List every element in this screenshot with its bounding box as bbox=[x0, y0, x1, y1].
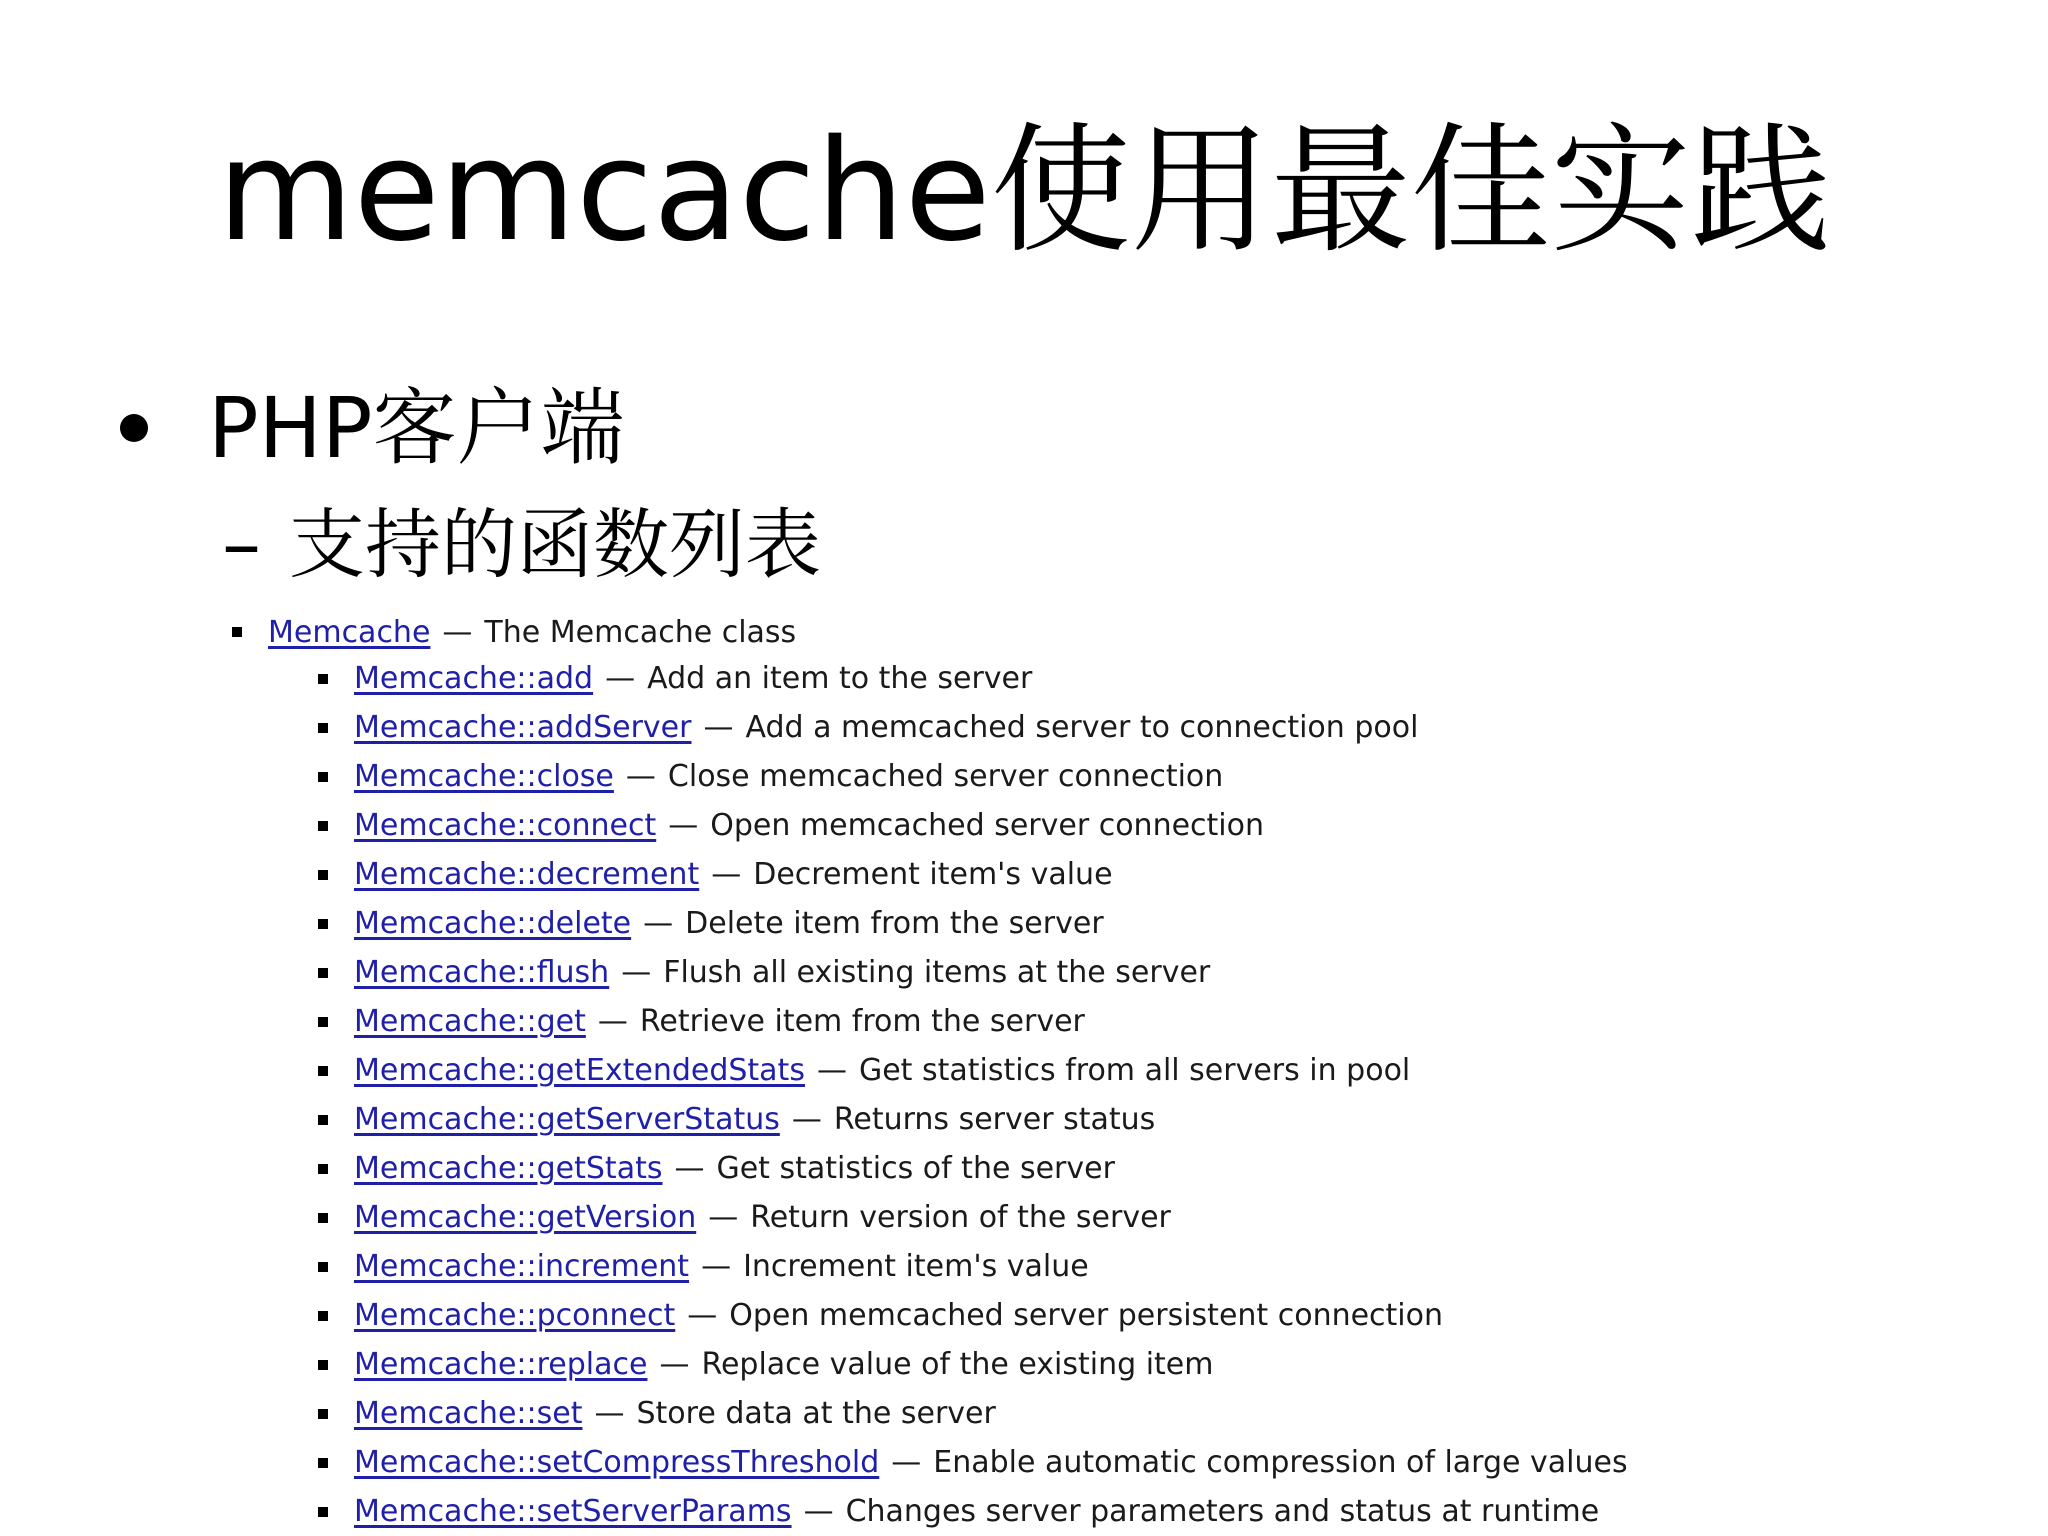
method-link[interactable]: Memcache::close bbox=[354, 759, 614, 794]
method-description: Flush all existing items at the server bbox=[663, 955, 1211, 990]
square-bullet-icon bbox=[318, 674, 328, 684]
method-link[interactable]: Memcache::connect bbox=[354, 808, 657, 843]
method-list-item bbox=[318, 1242, 1628, 1291]
method-list bbox=[318, 654, 1628, 1536]
separator: — bbox=[891, 1445, 922, 1480]
method-description: Increment item's value bbox=[743, 1249, 1089, 1284]
method-description: Return version of the server bbox=[750, 1200, 1171, 1235]
bullet-php-client bbox=[120, 378, 624, 478]
method-description: Store data at the server bbox=[636, 1396, 996, 1431]
method-list-item bbox=[318, 1340, 1628, 1389]
method-list-item bbox=[318, 752, 1628, 801]
square-bullet-icon bbox=[318, 1017, 328, 1027]
square-bullet-icon bbox=[318, 1115, 328, 1125]
square-bullet-icon bbox=[318, 1360, 328, 1370]
method-link[interactable]: Memcache::increment bbox=[354, 1249, 690, 1284]
method-list-item bbox=[318, 899, 1628, 948]
square-bullet-icon bbox=[318, 1164, 328, 1174]
method-description: Changes server parameters and status at runtime bbox=[845, 1494, 1600, 1529]
sub-bullet-text: 支持的函数列表 bbox=[289, 500, 821, 589]
method-list-item bbox=[318, 1144, 1628, 1193]
method-link[interactable]: Memcache::getServerStatus bbox=[354, 1102, 780, 1137]
method-link[interactable]: Memcache::getStats bbox=[354, 1151, 663, 1186]
method-description: Open memcached server persistent connection bbox=[729, 1298, 1444, 1333]
separator: — bbox=[803, 1494, 834, 1529]
separator: — bbox=[597, 1004, 628, 1039]
method-description: Close memcached server connection bbox=[667, 759, 1224, 794]
method-list-item bbox=[318, 1046, 1628, 1095]
method-link[interactable]: Memcache::getExtendedStats bbox=[354, 1053, 805, 1088]
slide-title: memcache使用最佳实践 bbox=[217, 110, 1831, 273]
separator: — bbox=[643, 906, 674, 941]
bullet-text: PHP客户端 bbox=[208, 379, 625, 477]
method-list-item bbox=[318, 654, 1628, 703]
square-bullet-icon bbox=[318, 1262, 328, 1272]
square-bullet-icon bbox=[318, 723, 328, 733]
function-list bbox=[232, 610, 1628, 1529]
separator: — bbox=[711, 857, 742, 892]
separator: — bbox=[668, 808, 699, 843]
method-link[interactable]: Memcache::addServer bbox=[354, 710, 692, 745]
method-list-item bbox=[318, 1095, 1628, 1144]
method-description: Decrement item's value bbox=[753, 857, 1113, 892]
method-list-item bbox=[318, 1438, 1628, 1487]
method-link[interactable]: Memcache::add bbox=[354, 661, 594, 696]
method-description: Returns server status bbox=[833, 1102, 1156, 1137]
square-bullet-icon bbox=[318, 1458, 328, 1468]
separator: — bbox=[674, 1151, 705, 1186]
separator: — bbox=[708, 1200, 739, 1235]
method-list-item bbox=[318, 1389, 1628, 1438]
method-link[interactable]: Memcache::decrement bbox=[354, 857, 700, 892]
separator: — bbox=[442, 614, 473, 650]
method-link[interactable]: Memcache::pconnect bbox=[354, 1298, 676, 1333]
separator: — bbox=[701, 1249, 732, 1284]
method-description: Get statistics of the server bbox=[716, 1151, 1115, 1186]
method-link[interactable]: Memcache::delete bbox=[354, 906, 632, 941]
method-list-item bbox=[318, 850, 1628, 899]
separator: — bbox=[816, 1053, 847, 1088]
sub-bullet-function-list bbox=[222, 495, 821, 595]
square-bullet-icon bbox=[318, 1213, 328, 1223]
method-description: Add an item to the server bbox=[647, 661, 1033, 696]
square-bullet-icon bbox=[318, 821, 328, 831]
dash-icon: – bbox=[222, 500, 261, 590]
square-bullet-icon bbox=[318, 1311, 328, 1321]
method-description: Add a memcached server to connection pool bbox=[745, 710, 1419, 745]
separator: — bbox=[594, 1396, 625, 1431]
bullet-dot-icon bbox=[120, 414, 148, 442]
separator: — bbox=[659, 1347, 690, 1382]
square-bullet-icon bbox=[318, 1409, 328, 1419]
separator: — bbox=[605, 661, 636, 696]
method-description: Get statistics from all servers in pool bbox=[858, 1053, 1411, 1088]
class-description: The Memcache class bbox=[484, 614, 797, 650]
square-bullet-icon bbox=[318, 772, 328, 782]
method-list-item bbox=[318, 1291, 1628, 1340]
method-description: Delete item from the server bbox=[685, 906, 1104, 941]
separator: — bbox=[791, 1102, 822, 1137]
square-bullet-icon bbox=[318, 870, 328, 880]
method-list-item bbox=[318, 801, 1628, 850]
separator: — bbox=[703, 710, 734, 745]
method-list-item bbox=[318, 997, 1628, 1046]
method-link[interactable]: Memcache::set bbox=[354, 1396, 583, 1431]
method-description: Retrieve item from the server bbox=[639, 1004, 1085, 1039]
square-bullet-icon bbox=[318, 919, 328, 929]
separator: — bbox=[625, 759, 656, 794]
separator: — bbox=[687, 1298, 718, 1333]
method-link[interactable]: Memcache::setServerParams bbox=[354, 1494, 792, 1529]
class-list-item bbox=[232, 610, 796, 654]
method-list-item bbox=[318, 703, 1628, 752]
square-bullet-icon bbox=[232, 627, 242, 637]
method-link[interactable]: Memcache::get bbox=[354, 1004, 586, 1039]
method-list-item bbox=[318, 1193, 1628, 1242]
method-link[interactable]: Memcache::flush bbox=[354, 955, 610, 990]
separator: — bbox=[621, 955, 652, 990]
method-link[interactable]: Memcache::replace bbox=[354, 1347, 648, 1382]
method-list-item bbox=[318, 948, 1628, 997]
square-bullet-icon bbox=[318, 1066, 328, 1076]
method-description: Enable automatic compression of large values bbox=[933, 1445, 1628, 1480]
method-link[interactable]: Memcache::getVersion bbox=[354, 1200, 697, 1235]
memcache-class-link[interactable]: Memcache bbox=[268, 614, 431, 650]
method-description: Replace value of the existing item bbox=[701, 1347, 1214, 1382]
square-bullet-icon bbox=[318, 1507, 328, 1517]
method-list-item bbox=[318, 1487, 1628, 1536]
method-description: Open memcached server connection bbox=[710, 808, 1265, 843]
square-bullet-icon bbox=[318, 968, 328, 978]
method-link[interactable]: Memcache::setCompressThreshold bbox=[354, 1445, 880, 1480]
